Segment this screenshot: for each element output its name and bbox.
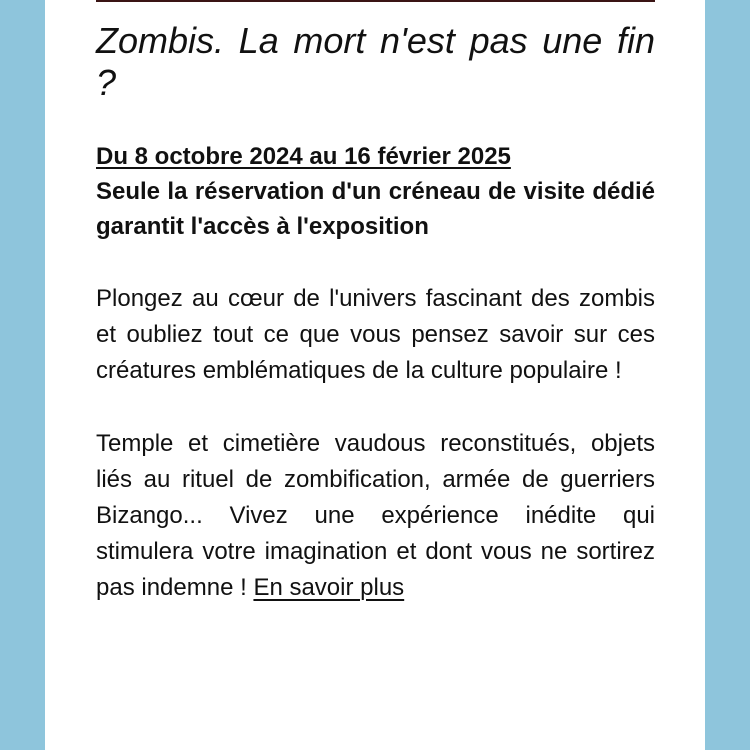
intro-paragraph: Plongez au cœur de l'univers fascinant des zombis et oubliez tout ce que vous pensez savoir sur ces créatures emblématiques de la culture populaire ! [96,285,655,384]
dates-link[interactable]: Du 8 octobre 2024 au 16 février 2025 [96,143,511,170]
page-title: Zombis. La mort n'est pas une fin ? [96,20,655,103]
exhibition-dates [96,139,655,174]
more-info-link[interactable]: En savoir plus [253,574,405,601]
reservation-note: Seule la réservation d'un créneau de visite dédié garantit l'accès à l'exposition [96,178,655,240]
top-divider [96,0,655,2]
description-text: Temple et cimetière vaudous reconstitués, objets liés au rituel de zombification, armée de guerriers Bizango... Vivez une expérience inédite qui stimulera votre imagination et dont vous ne sortirez pas indemne ! [96,430,655,601]
description-paragraph [96,426,655,606]
content-panel [45,0,705,750]
article [96,0,655,630]
